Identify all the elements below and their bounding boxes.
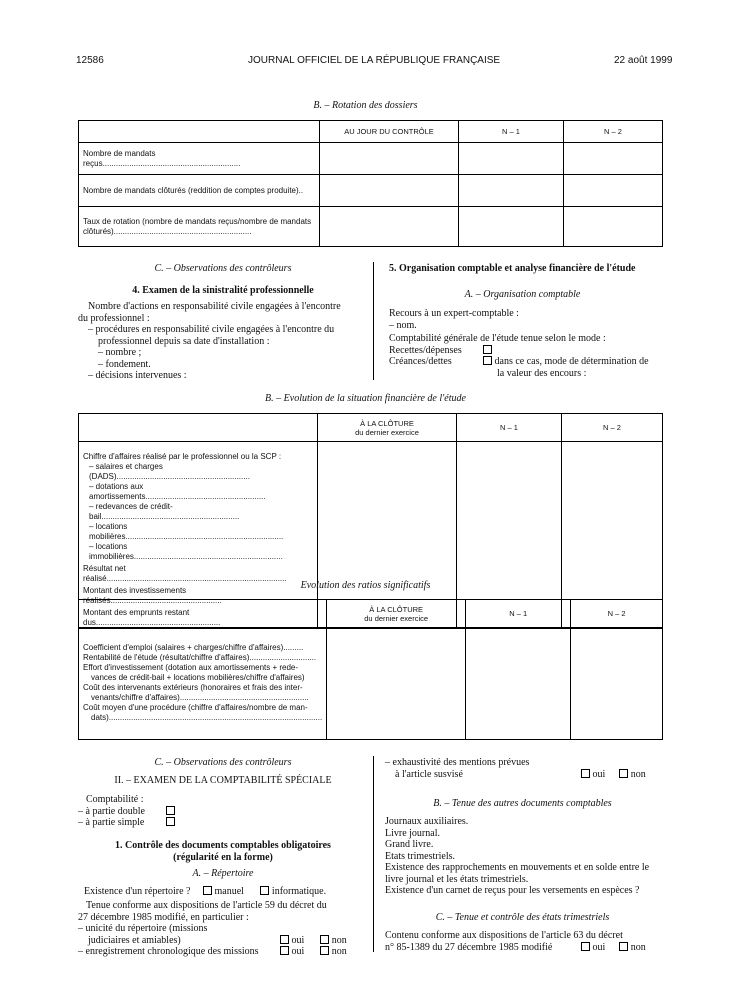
chrono-oui-checkbox[interactable]: [280, 946, 289, 955]
text-line: du professionnel :: [78, 312, 150, 324]
oui-label: oui: [291, 946, 305, 957]
col-header-line: À LA CLÔTURE: [369, 604, 424, 614]
recettes-checkbox[interactable]: [483, 345, 492, 354]
text-line: – exhaustivité des mentions prévues: [385, 757, 530, 768]
row-label: Coût des intervenants extérieurs (honoraires et frais des inter-: [83, 683, 303, 692]
cell: [320, 143, 459, 175]
non-label: non: [630, 768, 646, 780]
organisation-text: [389, 308, 669, 379]
row-label: Rentabilité de l'étude (résultat/chiffre d'affaires)..............................: [83, 653, 317, 662]
row-label: – locations immobilières...................................................................: [89, 542, 283, 561]
organisation-subtitle: A. – Organisation comptable: [464, 289, 581, 300]
text-line: – à partie simple: [78, 817, 145, 828]
row-label: Taux de rotation (nombre de mandats reçus/nombre de mandats clôturés)..............................................................: [79, 207, 320, 247]
text-line: Comptabilité générale de l'étude tenue selon le mode :: [389, 333, 606, 344]
text-line: Recettes/dépenses: [389, 344, 462, 356]
col-header: N – 2: [564, 121, 663, 143]
text-line: Journaux auxiliaires.: [385, 816, 469, 827]
existence-label: Existence d'un répertoire ?: [84, 886, 191, 897]
comptabilite-block: [78, 794, 368, 829]
text-line: – décisions intervenues :: [88, 370, 187, 381]
exhaustivite-row: [385, 769, 670, 781]
non-label: non: [331, 946, 347, 957]
cell: [459, 175, 564, 207]
col-header: AU JOUR DU CONTRÔLE: [320, 121, 459, 143]
creances-row: [389, 356, 669, 368]
cell: [571, 628, 663, 740]
row-label: Chiffre d'affaires réalisé par le professionnel ou la SCP :: [83, 452, 282, 461]
tenue-block: [78, 900, 368, 958]
repertoire-title: A. – Répertoire: [192, 868, 254, 879]
col-header: [327, 600, 466, 628]
rotation-table: [78, 120, 663, 247]
observations-title: C. – Observations des contrôleurs: [154, 263, 292, 274]
evolution-empty-head: [79, 414, 318, 442]
evolution-title: B. – Evolution de la situation financière de l'étude: [265, 393, 466, 404]
ratios-empty-head: [79, 600, 327, 628]
text-line: – nombre ;: [98, 347, 142, 358]
controle-title: [78, 840, 368, 864]
exhaustivite-non-checkbox[interactable]: [619, 769, 628, 778]
etats-row: [385, 942, 670, 954]
col-header: N – 2: [571, 600, 663, 628]
page-number: 12586: [76, 55, 104, 66]
text-line: la valeur des encours :: [497, 367, 587, 379]
column-divider: [373, 756, 374, 952]
column-divider: [373, 262, 374, 380]
partie-double-checkbox[interactable]: [166, 806, 175, 815]
manuel-label: manuel: [214, 886, 244, 897]
ratios-labels: [79, 628, 327, 740]
sinistralite-title: 4. Examen de la sinistralité professionnelle: [132, 285, 314, 296]
rotation-empty-head: [79, 121, 320, 143]
text-line: 27 décembre 1985 modifié, en particulier :: [78, 911, 249, 923]
text-line: Comptabilité :: [86, 794, 144, 805]
chrono-row: [78, 946, 368, 958]
journal-title: JOURNAL OFFICIEL DE LA RÉPUBLIQUE FRANÇAISE: [248, 55, 501, 66]
text-line: Tenue conforme aux dispositions de l'article 59 du décret du: [86, 900, 327, 911]
text-line: Recours à un expert-comptable :: [389, 308, 519, 319]
evolution-table: [78, 413, 663, 629]
col-header: [318, 414, 457, 442]
cell: [564, 143, 663, 175]
col-header: N – 1: [457, 414, 562, 442]
page-date: 22 août 1999: [614, 55, 673, 66]
unicite-row: [78, 935, 368, 947]
text-line: Livre journal.: [385, 827, 440, 839]
cell: [564, 175, 663, 207]
row-label: Nombre de mandats clôturés (reddition de comptes produite)..: [79, 175, 320, 207]
row-label: Montant des emprunts restant dus........................................................: [83, 608, 221, 627]
controle-subtitle: (régularité en la forme): [173, 852, 273, 863]
text-line: Contenu conforme aux dispositions de l'article 63 du décret: [385, 930, 623, 941]
text-line: Existence d'un carnet de reçus pour les versements en espèces ?: [385, 885, 640, 896]
cell: [320, 207, 459, 247]
text-line: Créances/dettes: [389, 356, 452, 367]
row-label: Résultat net réalisé.................................................................................: [83, 564, 287, 583]
text-line: dans ce cas, mode de détermination de: [494, 356, 649, 367]
text-line: livre journal et les états trimestriels.: [385, 873, 529, 885]
text-line: – procédures en responsabilité civile engagées à l'encontre du: [88, 324, 335, 335]
col-header: N – 1: [459, 121, 564, 143]
row-label: Effort d'investissement (dotation aux amortissements + rede-: [83, 663, 299, 672]
partie-simple-checkbox[interactable]: [166, 817, 175, 826]
etats-non-checkbox[interactable]: [619, 942, 628, 951]
exhaustivite-oui-checkbox[interactable]: [581, 769, 590, 778]
ratios-title: Evolution des ratios significatifs: [300, 580, 431, 591]
text-line: Existence des rapprochements en mouvements et en solde entre le: [385, 862, 650, 873]
informatique-checkbox[interactable]: [260, 886, 269, 895]
row-label: – locations mobilières.......................................................................: [89, 522, 284, 541]
partie-double-row: [78, 806, 368, 818]
chrono-non-checkbox[interactable]: [320, 946, 329, 955]
oui-label: oui: [291, 934, 305, 946]
etats-trimestriels-block: [385, 930, 670, 953]
col-header: N – 2: [562, 414, 663, 442]
text-line: – à partie double: [78, 805, 145, 817]
cell: [327, 628, 466, 740]
organisation-title: 5. Organisation comptable et analyse financière de l'étude: [389, 263, 636, 274]
row-label: vances de crédit-bail + locations mobilières/chiffre d'affaires): [91, 673, 305, 682]
sinistralite-text: [78, 301, 368, 382]
text-line: Grand livre.: [385, 839, 434, 850]
unicite-oui-checkbox[interactable]: [280, 935, 289, 944]
etats-oui-checkbox[interactable]: [581, 942, 590, 951]
col-header-line: À LA CLÔTURE: [360, 418, 414, 428]
row-label: Coefficient d'emploi (salaires + charges/chiffre d'affaires).........: [83, 643, 304, 652]
text-line: – nom.: [389, 319, 417, 331]
row-label: venants/chiffre d'affaires)..........................................................: [91, 693, 309, 702]
text-line: – fondement.: [98, 358, 151, 370]
manuel-checkbox[interactable]: [203, 886, 212, 895]
creances-checkbox[interactable]: [483, 356, 492, 365]
cell: [564, 207, 663, 247]
text-line: à l'article susvisé: [395, 768, 463, 780]
comptabilite-speciale-title: II. – EXAMEN DE LA COMPTABILITÉ SPÉCIALE: [114, 775, 332, 786]
existence-row: [84, 886, 326, 898]
cell: [459, 207, 564, 247]
non-label: non: [630, 941, 646, 953]
non-label: non: [331, 934, 347, 946]
autres-documents-list: [385, 816, 670, 897]
cell: [466, 628, 571, 740]
row-label: Montant des investissements réalisés..................................................: [83, 586, 222, 605]
cell: [459, 143, 564, 175]
recettes-row: [389, 345, 669, 357]
cell: [320, 175, 459, 207]
col-header-line: du dernier exercice: [364, 613, 429, 623]
unicite-non-checkbox[interactable]: [320, 935, 329, 944]
ratios-table: [78, 599, 663, 740]
exhaustivite-block: [385, 757, 670, 780]
row-label: – dotations aux amortissements......................................................: [89, 482, 266, 501]
autres-documents-title: B. – Tenue des autres documents comptables: [433, 798, 612, 809]
col-header: N – 1: [466, 600, 571, 628]
partie-simple-row: [78, 817, 368, 829]
rotation-title: B. – Rotation des dossiers: [313, 100, 418, 111]
text-line: Etats trimestriels.: [385, 850, 455, 862]
etats-trimestriels-title: C. – Tenue et contrôle des états trimestriels: [435, 912, 610, 923]
oui-label: oui: [592, 941, 606, 953]
text-line: – unicité du répertoire (missions: [78, 923, 208, 934]
row-label: – salaires et charges (DADS)............................................................: [89, 462, 250, 481]
row-label: dats)................................................................................................: [91, 713, 323, 722]
text-line: Nombre d'actions en responsabilité civile engagées à l'encontre: [88, 301, 341, 312]
row-label: Coût moyen d'une procédure (chiffre d'affaires/nombre de man-: [83, 703, 308, 712]
informatique-label: informatique.: [271, 886, 327, 897]
text-line: n° 85-1389 du 27 décembre 1985 modifié: [385, 941, 553, 953]
controle-title-line: 1. Contrôle des documents comptables obligatoires: [115, 840, 331, 851]
text-line: professionnel depuis sa date d'installation :: [98, 335, 270, 347]
oui-label: oui: [592, 768, 606, 780]
col-header-line: du dernier exercice: [355, 427, 419, 437]
row-label: – redevances de crédit-bail..............................................................: [89, 502, 240, 521]
row-label: Nombre de mandats reçus..............................................................: [79, 143, 320, 175]
observations-title-2: C. – Observations des contrôleurs: [154, 757, 292, 768]
text-line: judiciaires et amiables): [88, 934, 181, 946]
text-line: – enregistrement chronologique des missions: [78, 946, 259, 957]
